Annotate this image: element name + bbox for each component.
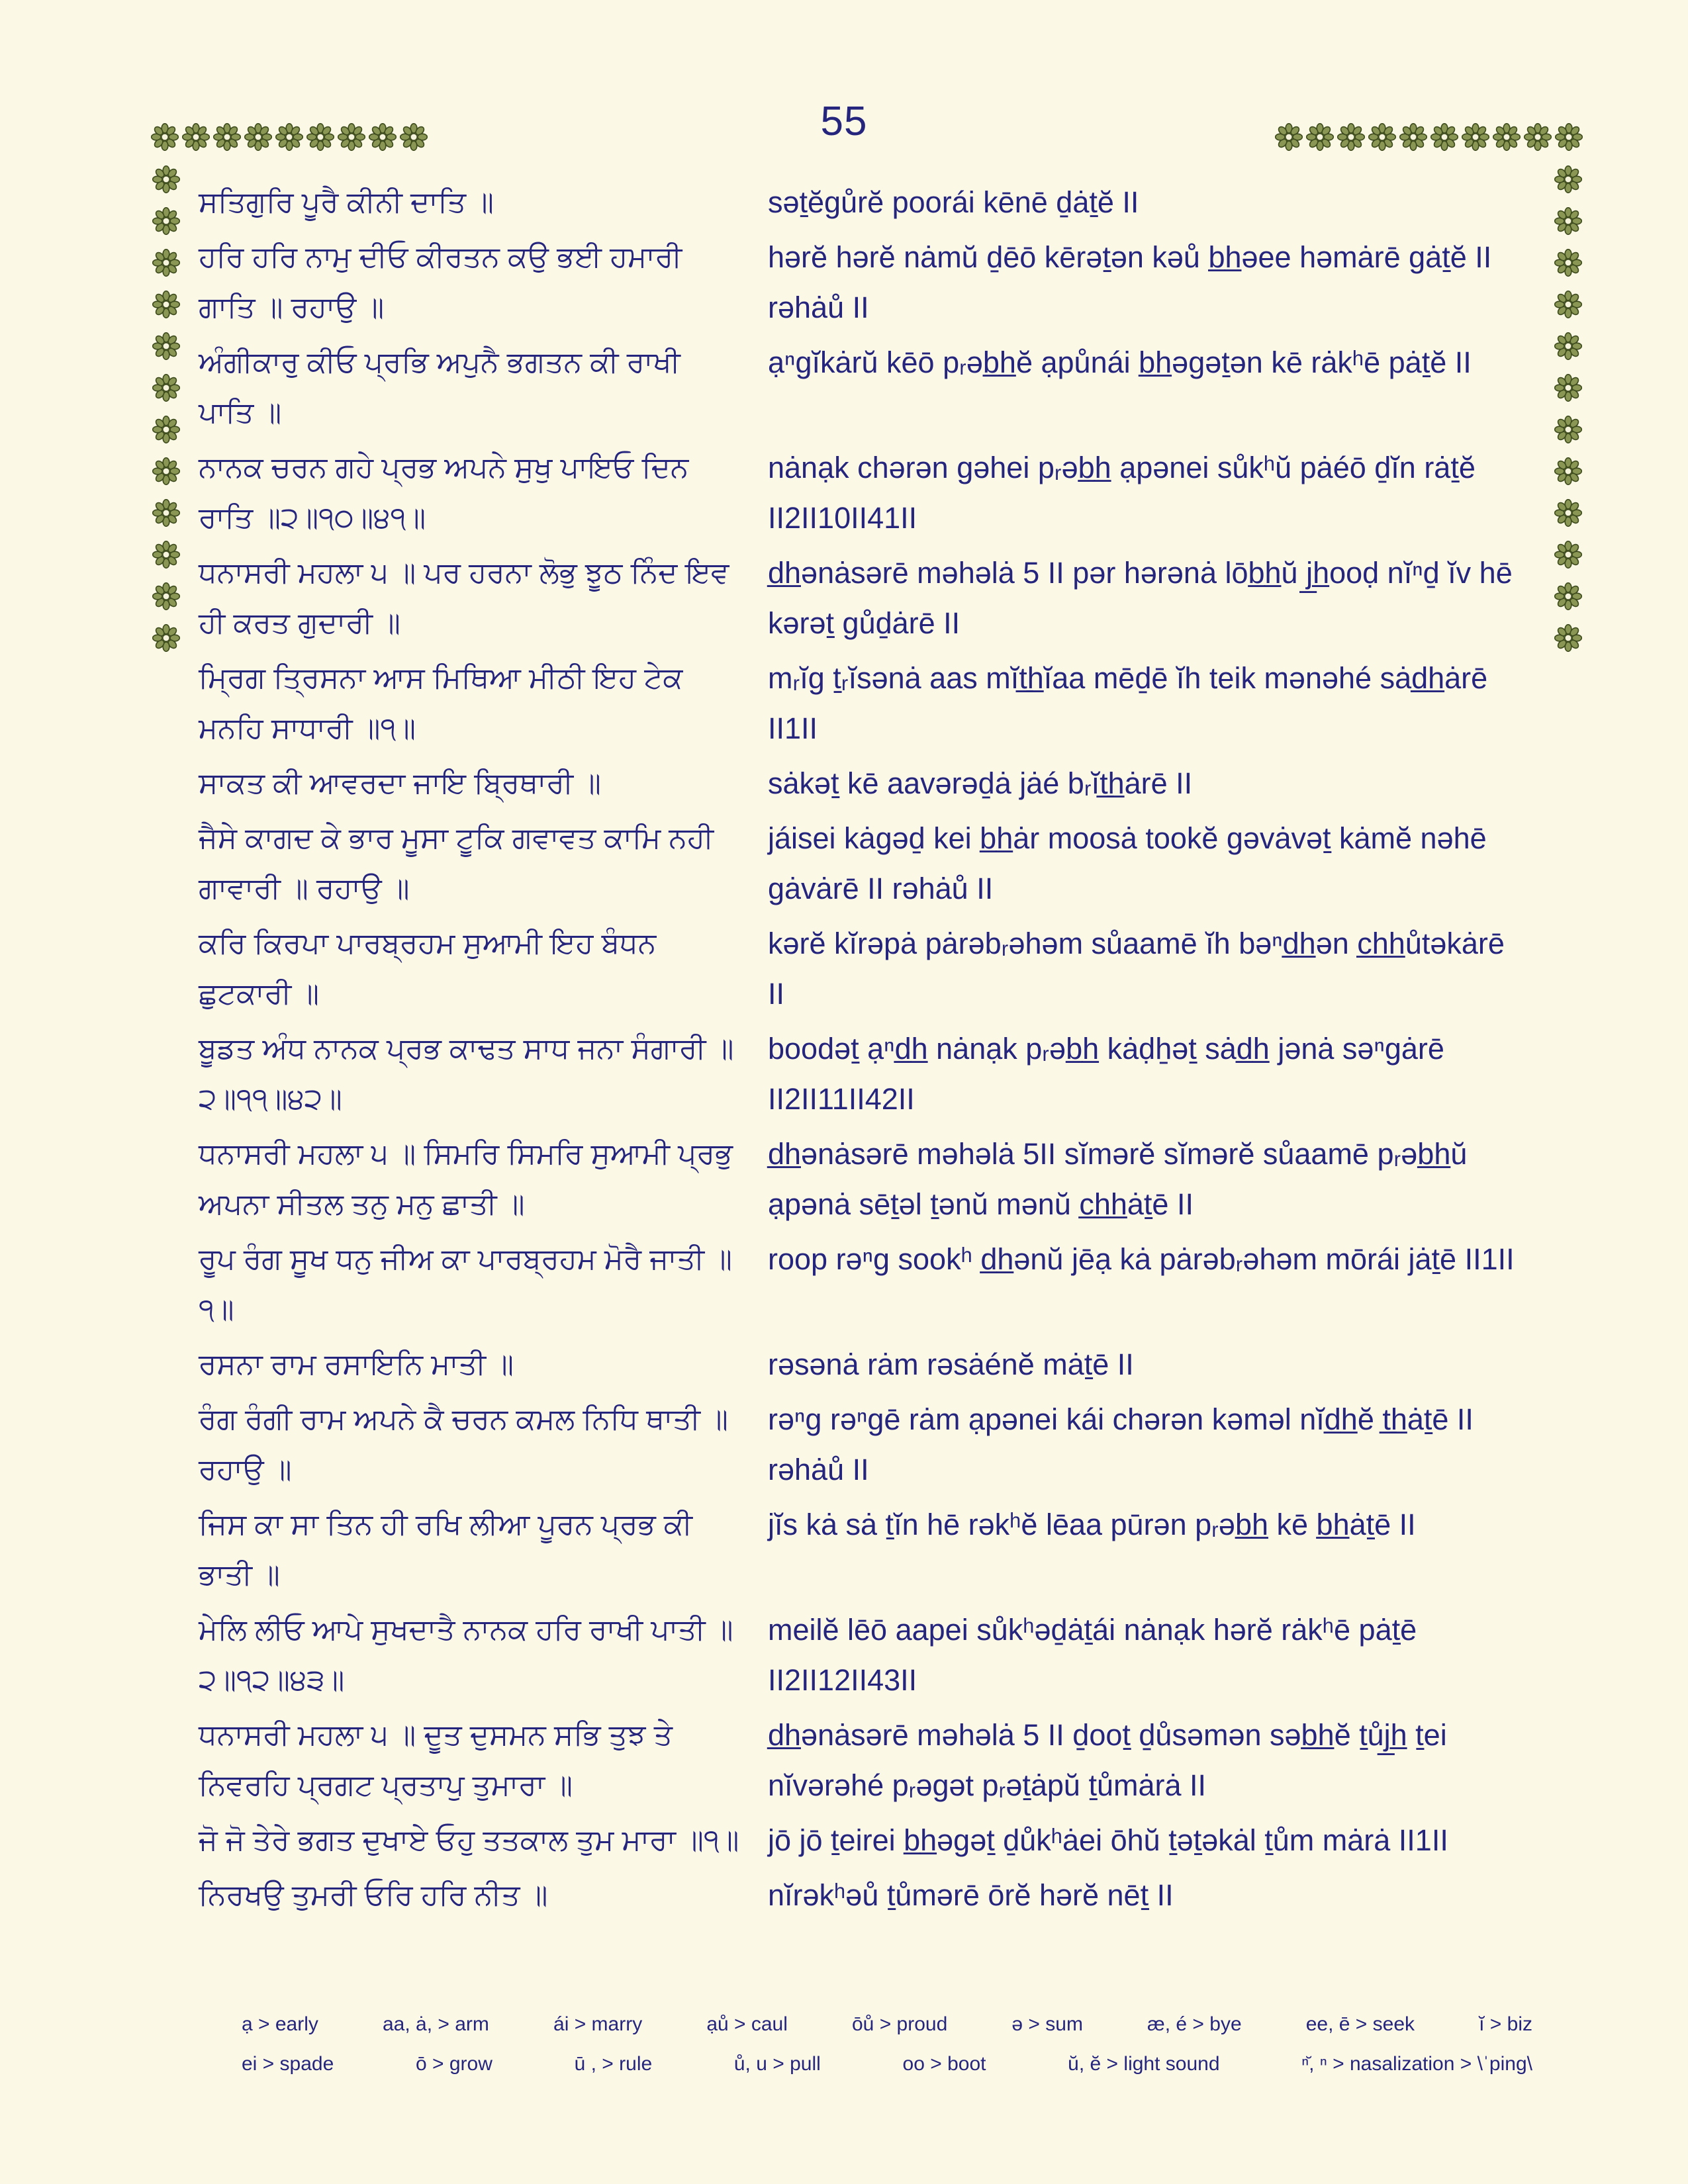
flower-icon: [152, 332, 180, 360]
roman-text: jĭs kȧ sȧ ṯĭn hē rəkʰĕ lēaa pūrən pᵣəb̲h̲ kē b̲h̲ȧṯē II: [768, 1508, 1416, 1541]
pronunciation-key-item: ái > marry: [553, 2013, 643, 2035]
pronunciation-key-item: ů, u > pull: [733, 2053, 821, 2075]
pronunciation-key-item: oo > boot: [902, 2053, 986, 2075]
flower-icon: [213, 123, 241, 151]
flower-icon: [1368, 123, 1396, 151]
verse-row: [199, 919, 1529, 1019]
gurmukhi-text: ਧਨਾਸਰੀ ਮਹਲਾ ੫ ॥ ਦੂਤ ਦੁਸਮਨ ਸਭਿ ਤੁਝ ਤੇ ਨਿਵਰਹਿ ਪ੍ਰਗਟ ਪ੍ਰਤਾਪੁ ਤੁਮਾਰਾ ॥: [199, 1719, 673, 1801]
gurmukhi-text: ਰਸਨਾ ਰਾਮ ਰਸਾਇਨਿ ਮਾਤੀ ॥: [199, 1348, 514, 1381]
flower-icon: [1554, 165, 1582, 193]
pronunciation-key-item: ee, ē > seek: [1305, 2013, 1415, 2035]
pronunciation-key-row-1: [242, 2013, 1532, 2036]
verse-table: [199, 177, 1529, 1925]
flower-border-right: [1554, 165, 1582, 652]
flower-icon: [152, 249, 180, 277]
flower-icon: [1554, 582, 1582, 610]
flower-icon: [1399, 123, 1427, 151]
verse-row: [199, 1234, 1529, 1335]
verse-row: [199, 1870, 1529, 1921]
roman-text: roop rəⁿg sookʰ d̲h̲ənŭ jēạ kȧ pȧrəbᵣəhəm mōrái jȧṯē II1II: [768, 1242, 1515, 1276]
flower-icon: [182, 123, 210, 151]
verse-row: [199, 813, 1529, 914]
verse-row: [199, 1500, 1529, 1600]
gurmukhi-text: ਨਾਨਕ ਚਰਨ ਗਹੇ ਪ੍ਰਭ ਅਪਨੇ ਸੁਖੁ ਪਾਇਓ ਦਿਨ ਰਾਤਿ ॥੨॥੧੦॥੪੧॥: [199, 451, 689, 534]
pronunciation-key-item: ə > sum: [1011, 2013, 1083, 2035]
gurmukhi-text: ਮੇਲਿ ਲੀਓ ਆਪੇ ਸੁਖਦਾਤੈ ਨਾਨਕ ਹਰਿ ਰਾਖੀ ਪਾਤੀ ॥੨॥੧੨॥੪੩॥: [199, 1614, 733, 1696]
roman-text: ạⁿgĭkȧrŭ kēō pᵣəb̲h̲ĕ ạpůnái b̲h̲əgəṯən kē rȧkʰē pȧṯĕ II: [768, 345, 1472, 379]
pronunciation-key-item: ei > spade: [242, 2053, 334, 2075]
flower-icon: [1554, 207, 1582, 235]
verse-row: [199, 177, 1529, 228]
roman-text: d̲h̲ənȧsərē məhəlȧ 5 II pər hərənȧ lōb̲h̲ŭ j̲h̲ooḍ nĭⁿḏ ĭv hē kərəṯ gůḏȧrē II: [768, 556, 1513, 640]
verse-row: [199, 1024, 1529, 1124]
roman-text: boodəṯ ạⁿd̲h̲ nȧnạk pᵣəb̲h̲ kȧḍẖəṯ sȧd̲h̲ jənȧ səⁿgȧrē II2II11II42II: [768, 1032, 1444, 1116]
verse-row: [199, 1340, 1529, 1390]
pronunciation-key: [242, 2013, 1532, 2093]
verse-row: [199, 1394, 1529, 1495]
roman-text: rəⁿg rəⁿgē rȧm ạpənei kái chərən kəməl nĭd̲h̲ĕ t̲h̲ȧṯē II rəhȧů II: [768, 1402, 1474, 1486]
roman-text: jō jō ṯeirei b̲h̲əgəṯ ḏůkʰȧei ōhŭ ṯəṯəkȧl ṯům mȧrȧ II1II: [768, 1823, 1448, 1857]
flower-icon: [152, 291, 180, 318]
verse-row: [199, 758, 1529, 809]
flower-icon: [1275, 123, 1303, 151]
verse-row: [199, 1710, 1529, 1811]
roman-text: hərĕ hərĕ nȧmŭ ḏēō kērəṯən kəů b̲h̲əee həmȧrē gȧṯĕ II rəhȧů II: [768, 240, 1492, 324]
roman-text: sȧkəṯ kē aavərəḏȧ jȧé bᵣĭt̲h̲ȧrē II: [768, 766, 1193, 800]
gurmukhi-text: ਜੈਸੇ ਕਾਗਦ ਕੇ ਭਾਰ ਮੂਸਾ ਟੂਕਿ ਗਵਾਵਤ ਕਾਮਿ ਨਹੀ ਗਾਵਾਰੀ ॥ ਰਹਾਉ ॥: [199, 822, 714, 905]
verse-row: [199, 653, 1529, 754]
flower-icon: [275, 123, 303, 151]
flower-icon: [369, 123, 397, 151]
roman-text: mᵣĭg ṯᵣĭsənȧ aas mĭt̲h̲ĭaa mēḏē ĭh teik mənəhé sȧd̲h̲ȧrē II1II: [768, 661, 1488, 745]
flower-icon: [152, 207, 180, 235]
gurmukhi-text: ਜੋ ਜੋ ਤੇਰੇ ਭਗਤ ਦੁਖਾਏ ਓਹੁ ਤਤਕਾਲ ਤੁਮ ਮਾਰਾ ॥੧॥: [199, 1824, 739, 1856]
flower-icon: [338, 123, 365, 151]
verse-row: [199, 1129, 1529, 1230]
gurmukhi-text: ਬੂਡਤ ਅੰਧ ਨਾਨਕ ਪ੍ਰਭ ਕਾਢਤ ਸਾਧ ਜਨਾ ਸੰਗਾਰੀ ॥੨॥੧੧॥੪੨॥: [199, 1032, 734, 1115]
flower-icon: [152, 165, 180, 193]
flower-icon: [152, 457, 180, 485]
page-number: 55: [820, 99, 868, 144]
pronunciation-key-item: æ, é > bye: [1147, 2013, 1242, 2035]
roman-text: d̲h̲ənȧsərē məhəlȧ 5II sĭmərĕ sĭmərĕ sůaamē pᵣəb̲h̲ŭ ạpənȧ sēṯəl ṯənŭ mənŭ c̲h̲h̲ȧṯē II: [768, 1137, 1468, 1221]
verse-row: [199, 1605, 1529, 1706]
pronunciation-key-item: ū , > rule: [574, 2053, 653, 2075]
pronunciation-key-item: ō > grow: [415, 2053, 492, 2075]
pronunciation-key-item: ĭ > biz: [1479, 2013, 1532, 2035]
roman-text: d̲h̲ənȧsərē məhəlȧ 5 II ḏooṯ ḏůsəmən səb̲h̲ĕ ṯůj̲h̲ ṯei nĭvərəhé pᵣəgət pᵣəṯȧpŭ ṯůmȧrȧ II: [768, 1718, 1447, 1802]
flower-icon: [306, 123, 334, 151]
roman-text: səṯĕgůrĕ poorái kēnē ḏȧṯĕ II: [768, 185, 1139, 219]
flower-icon: [1524, 123, 1552, 151]
flower-icon: [152, 416, 180, 443]
flower-icon: [1554, 374, 1582, 402]
flower-icon: [1554, 499, 1582, 527]
roman-text: nȧnạk chərən gəhei pᵣəb̲h̲ ạpənei sůkʰŭ pȧéō ḏĭn rȧṯĕ II2II10II41II: [768, 451, 1476, 535]
flower-icon: [1554, 457, 1582, 485]
gurmukhi-text: ਕਰਿ ਕਿਰਪਾ ਪਾਰਬ੍ਰਹਮ ਸੁਆਮੀ ਇਹ ਬੰਧਨ ਛੁਟਕਾਰੀ ॥: [199, 927, 657, 1010]
verse-row: [199, 232, 1529, 333]
roman-text: kərĕ kĭrəpȧ pȧrəbᵣəhəm sůaamē ĭh bəⁿd̲h̲ən c̲h̲h̲ůtəkȧrē II: [768, 927, 1505, 1011]
pronunciation-key-item: aa, ȧ, > arm: [383, 2013, 489, 2035]
flower-icon: [1554, 416, 1582, 443]
flower-icon: [152, 499, 180, 527]
gurmukhi-text: ਰੰਗ ਰੰਗੀ ਰਾਮ ਅਪਨੇ ਕੈ ਚਰਨ ਕਮਲ ਨਿਧਿ ਥਾਤੀ ॥ ਰਹਾਉ ॥: [199, 1403, 728, 1486]
verse-row: [199, 548, 1529, 649]
flower-icon: [1493, 123, 1521, 151]
pronunciation-key-item: ŭ, ĕ > light sound: [1068, 2053, 1220, 2075]
roman-text: nĭrəkʰəů ṯůmərē ōrĕ hərĕ nēṯ II: [768, 1878, 1174, 1912]
gurmukhi-text: ਰੂਪ ਰੰਗ ਸੂਖ ਧਨੁ ਜੀਅ ਕਾ ਪਾਰਬ੍ਰਹਮ ਮੋਰੈ ਜਾਤੀ ॥੧॥: [199, 1243, 732, 1326]
flower-icon: [1337, 123, 1365, 151]
flower-icon: [1554, 624, 1582, 652]
flower-icon: [400, 123, 428, 151]
gurmukhi-text: ਅੰਗੀਕਾਰੁ ਕੀਓ ਪ੍ਰਭਿ ਅਪੁਨੈ ਭਗਤਨ ਕੀ ਰਾਖੀ ਪਾਤਿ ॥: [199, 346, 680, 429]
flower-icon: [1554, 291, 1582, 318]
flower-icon: [152, 374, 180, 402]
roman-text: jáisei kȧgəḏ kei b̲h̲ȧr moosȧ tookĕ gəvȧvəṯ kȧmĕ nəhē gȧvȧrē II rəhȧů II: [768, 821, 1487, 905]
pronunciation-key-item: ōů > proud: [852, 2013, 948, 2035]
flower-icon: [151, 123, 179, 151]
pronunciation-key-item: ạ > early: [242, 2013, 318, 2035]
flower-icon: [152, 624, 180, 652]
flower-icon: [244, 123, 272, 151]
gurmukhi-text: ਸਤਿਗੁਰਿ ਪੂਰੈ ਕੀਨੀ ਦਾਤਿ ॥: [199, 186, 494, 218]
flower-icon: [1306, 123, 1334, 151]
flower-icon: [1554, 332, 1582, 360]
gurmukhi-text: ਧਨਾਸਰੀ ਮਹਲਾ ੫ ॥ ਸਿਮਰਿ ਸਿਮਰਿ ਸੁਆਮੀ ਪ੍ਰਭੁ ਅਪਨਾ ਸੀਤਲ ਤਨੁ ਮਨੁ ਛਾਤੀ ॥: [199, 1138, 733, 1220]
gurmukhi-text: ਸਾਕਤ ਕੀ ਆਵਰਦਾ ਜਾਇ ਬ੍ਰਿਥਾਰੀ ॥: [199, 767, 601, 799]
flower-icon: [152, 582, 180, 610]
flower-icon: [1430, 123, 1458, 151]
pronunciation-key-item: ạů > caul: [706, 2013, 788, 2035]
verse-row: [199, 443, 1529, 543]
pronunciation-key-row-2: [242, 2053, 1532, 2075]
flower-icon: [1554, 541, 1582, 569]
flower-icon: [1555, 123, 1583, 151]
gurmukhi-text: ਮ੍ਰਿਗ ਤ੍ਰਿਸਨਾ ਆਸ ਮਿਥਿਆ ਮੀਠੀ ਇਹ ਟੇਕ ਮਨਹਿ ਸਾਧਾਰੀ ॥੧॥: [199, 662, 683, 745]
gurmukhi-text: ਹਰਿ ਹਰਿ ਨਾਮੁ ਦੀਓ ਕੀਰਤਨ ਕਉ ਭਈ ਹਮਾਰੀ ਗਾਤਿ ॥ ਰਹਾਉ ॥: [199, 241, 682, 324]
roman-text: rəsənȧ rȧm rəsȧénĕ mȧṯē II: [768, 1347, 1134, 1381]
verse-row: [199, 338, 1529, 438]
roman-text: meilĕ lēō aapei sůkʰəḏȧṯái nȧnạk hərĕ rȧkʰē pȧṯē II2II12II43II: [768, 1613, 1417, 1697]
gurmukhi-text: ਧਨਾਸਰੀ ਮਹਲਾ ੫ ॥ ਪਰ ਹਰਨਾ ਲੋਭੁ ਝੂਠ ਨਿੰਦ ਇਵ ਹੀ ਕਰਤ ਗੁਦਾਰੀ ॥: [199, 557, 729, 639]
verse-row: [199, 1815, 1529, 1866]
flower-border-top-right: [1275, 123, 1583, 151]
flower-icon: [1554, 249, 1582, 277]
flower-border-left: [152, 165, 180, 652]
gurmukhi-text: ਜਿਸ ਕਾ ਸਾ ਤਿਨ ਹੀ ਰਖਿ ਲੀਆ ਪੂਰਨ ਪ੍ਰਭ ਕੀ ਭਾਤੀ ॥: [199, 1508, 693, 1591]
flower-border-top-left: [151, 123, 428, 151]
flower-icon: [152, 541, 180, 569]
gurmukhi-text: ਨਿਰਖਉ ਤੁਮਰੀ ਓਰਿ ਹਰਿ ਨੀਤ ॥: [199, 1879, 548, 1911]
pronunciation-key-item: ⁿ̆, ⁿ > nasalization > \ˈping\: [1301, 2053, 1532, 2075]
flower-icon: [1462, 123, 1489, 151]
